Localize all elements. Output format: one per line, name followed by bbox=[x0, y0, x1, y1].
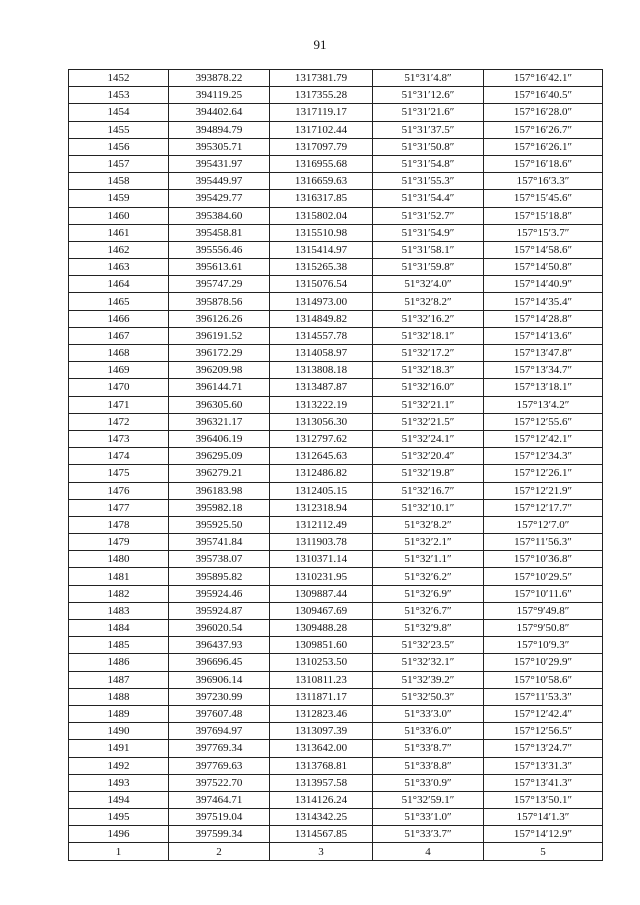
x-coordinate-cell: 397607.48 bbox=[169, 705, 270, 722]
table-row bbox=[69, 499, 603, 516]
table-row bbox=[69, 568, 603, 585]
x-coordinate-cell: 395878.56 bbox=[169, 293, 270, 310]
longitude-cell: 157°12′42.1″ bbox=[484, 430, 603, 447]
x-coordinate-cell: 397519.04 bbox=[169, 809, 270, 826]
point-number-cell: 1475 bbox=[69, 465, 169, 482]
column-number-cell: 5 bbox=[484, 843, 603, 860]
table-row bbox=[69, 585, 603, 602]
point-number-cell: 1474 bbox=[69, 448, 169, 465]
longitude-cell: 157°12′56.5″ bbox=[484, 723, 603, 740]
point-number-cell: 1493 bbox=[69, 774, 169, 791]
x-coordinate-cell: 396906.14 bbox=[169, 671, 270, 688]
latitude-cell: 51°32′20.4″ bbox=[373, 448, 484, 465]
latitude-cell: 51°31′58.1″ bbox=[373, 241, 484, 258]
x-coordinate-cell: 395429.77 bbox=[169, 190, 270, 207]
longitude-cell: 157°14′35.4″ bbox=[484, 293, 603, 310]
longitude-cell: 157°14′13.6″ bbox=[484, 327, 603, 344]
latitude-cell: 51°33′0.9″ bbox=[373, 774, 484, 791]
latitude-cell: 51°31′4.8″ bbox=[373, 70, 484, 87]
latitude-cell: 51°31′21.6″ bbox=[373, 104, 484, 121]
table-row bbox=[69, 826, 603, 843]
y-coordinate-cell: 1313642.00 bbox=[270, 740, 373, 757]
latitude-cell: 51°32′17.2″ bbox=[373, 345, 484, 362]
latitude-cell: 51°31′50.8″ bbox=[373, 138, 484, 155]
table-row bbox=[69, 87, 603, 104]
y-coordinate-cell: 1312645.63 bbox=[270, 448, 373, 465]
latitude-cell: 51°32′8.2″ bbox=[373, 516, 484, 533]
x-coordinate-cell: 395747.29 bbox=[169, 276, 270, 293]
table-row bbox=[69, 740, 603, 757]
point-number-cell: 1489 bbox=[69, 705, 169, 722]
x-coordinate-cell: 395449.97 bbox=[169, 173, 270, 190]
latitude-cell: 51°32′32.1″ bbox=[373, 654, 484, 671]
table-row bbox=[69, 637, 603, 654]
table-row bbox=[69, 551, 603, 568]
x-coordinate-cell: 397694.97 bbox=[169, 723, 270, 740]
y-coordinate-cell: 1312112.49 bbox=[270, 516, 373, 533]
table-row bbox=[69, 654, 603, 671]
longitude-cell: 157°13′50.1″ bbox=[484, 791, 603, 808]
x-coordinate-cell: 396279.21 bbox=[169, 465, 270, 482]
point-number-cell: 1484 bbox=[69, 620, 169, 637]
table-row bbox=[69, 293, 603, 310]
longitude-cell: 157°12′21.9″ bbox=[484, 482, 603, 499]
point-number-cell: 1486 bbox=[69, 654, 169, 671]
latitude-cell: 51°32′2.1″ bbox=[373, 534, 484, 551]
table-row bbox=[69, 516, 603, 533]
y-coordinate-cell: 1314126.24 bbox=[270, 791, 373, 808]
latitude-cell: 51°31′52.7″ bbox=[373, 207, 484, 224]
point-number-cell: 1465 bbox=[69, 293, 169, 310]
x-coordinate-cell: 396191.52 bbox=[169, 327, 270, 344]
point-number-cell: 1469 bbox=[69, 362, 169, 379]
table-row bbox=[69, 173, 603, 190]
x-coordinate-cell: 396305.60 bbox=[169, 396, 270, 413]
point-number-cell: 1456 bbox=[69, 138, 169, 155]
latitude-cell: 51°32′6.2″ bbox=[373, 568, 484, 585]
y-coordinate-cell: 1312486.82 bbox=[270, 465, 373, 482]
x-coordinate-cell: 397769.63 bbox=[169, 757, 270, 774]
y-coordinate-cell: 1310371.14 bbox=[270, 551, 373, 568]
y-coordinate-cell: 1316659.63 bbox=[270, 173, 373, 190]
longitude-cell: 157°10′29.5″ bbox=[484, 568, 603, 585]
x-coordinate-cell: 397599.34 bbox=[169, 826, 270, 843]
y-coordinate-cell: 1313808.18 bbox=[270, 362, 373, 379]
longitude-cell: 157°16′26.7″ bbox=[484, 121, 603, 138]
point-number-cell: 1480 bbox=[69, 551, 169, 568]
y-coordinate-cell: 1314849.82 bbox=[270, 310, 373, 327]
x-coordinate-cell: 397769.34 bbox=[169, 740, 270, 757]
point-number-cell: 1490 bbox=[69, 723, 169, 740]
x-coordinate-cell: 396406.19 bbox=[169, 430, 270, 447]
latitude-cell: 51°32′1.1″ bbox=[373, 551, 484, 568]
x-coordinate-cell: 395738.07 bbox=[169, 551, 270, 568]
table-row bbox=[69, 465, 603, 482]
x-coordinate-cell: 394894.79 bbox=[169, 121, 270, 138]
point-number-cell: 1466 bbox=[69, 310, 169, 327]
y-coordinate-cell: 1317355.28 bbox=[270, 87, 373, 104]
longitude-cell: 157°15′45.6″ bbox=[484, 190, 603, 207]
point-number-cell: 1483 bbox=[69, 602, 169, 619]
point-number-cell: 1459 bbox=[69, 190, 169, 207]
latitude-cell: 51°33′3.0″ bbox=[373, 705, 484, 722]
point-number-cell: 1455 bbox=[69, 121, 169, 138]
latitude-cell: 51°32′59.1″ bbox=[373, 791, 484, 808]
y-coordinate-cell: 1313097.39 bbox=[270, 723, 373, 740]
x-coordinate-cell: 395982.18 bbox=[169, 499, 270, 516]
table-row bbox=[69, 207, 603, 224]
coordinates-table-body bbox=[69, 70, 603, 861]
point-number-cell: 1461 bbox=[69, 224, 169, 241]
y-coordinate-cell: 1312318.94 bbox=[270, 499, 373, 516]
longitude-cell: 157°15′18.8″ bbox=[484, 207, 603, 224]
x-coordinate-cell: 395384.60 bbox=[169, 207, 270, 224]
point-number-cell: 1472 bbox=[69, 413, 169, 430]
table-row bbox=[69, 327, 603, 344]
longitude-cell: 157°10′11.6″ bbox=[484, 585, 603, 602]
column-number-cell: 3 bbox=[270, 843, 373, 860]
latitude-cell: 51°32′19.8″ bbox=[373, 465, 484, 482]
longitude-cell: 157°12′7.0″ bbox=[484, 516, 603, 533]
point-number-cell: 1491 bbox=[69, 740, 169, 757]
y-coordinate-cell: 1313222.19 bbox=[270, 396, 373, 413]
latitude-cell: 51°31′59.8″ bbox=[373, 259, 484, 276]
point-number-cell: 1473 bbox=[69, 430, 169, 447]
y-coordinate-cell: 1311903.78 bbox=[270, 534, 373, 551]
column-number-cell: 1 bbox=[69, 843, 169, 860]
table-row bbox=[69, 757, 603, 774]
page-number: 91 bbox=[313, 37, 327, 52]
y-coordinate-cell: 1315510.98 bbox=[270, 224, 373, 241]
x-coordinate-cell: 396295.09 bbox=[169, 448, 270, 465]
latitude-cell: 51°33′3.7″ bbox=[373, 826, 484, 843]
longitude-cell: 157°15′3.7″ bbox=[484, 224, 603, 241]
table-row bbox=[69, 482, 603, 499]
longitude-cell: 157°11′53.3″ bbox=[484, 688, 603, 705]
longitude-cell: 157°13′4.2″ bbox=[484, 396, 603, 413]
point-number-cell: 1460 bbox=[69, 207, 169, 224]
x-coordinate-cell: 397522.70 bbox=[169, 774, 270, 791]
y-coordinate-cell: 1317119.17 bbox=[270, 104, 373, 121]
point-number-cell: 1454 bbox=[69, 104, 169, 121]
longitude-cell: 157°14′12.9″ bbox=[484, 826, 603, 843]
table-row bbox=[69, 705, 603, 722]
x-coordinate-cell: 395924.46 bbox=[169, 585, 270, 602]
longitude-cell: 157°16′42.1″ bbox=[484, 70, 603, 87]
latitude-cell: 51°32′10.1″ bbox=[373, 499, 484, 516]
y-coordinate-cell: 1317097.79 bbox=[270, 138, 373, 155]
table-row bbox=[69, 310, 603, 327]
table-row bbox=[69, 448, 603, 465]
y-coordinate-cell: 1316317.85 bbox=[270, 190, 373, 207]
latitude-cell: 51°32′39.2″ bbox=[373, 671, 484, 688]
point-number-cell: 1457 bbox=[69, 155, 169, 172]
column-number-cell: 4 bbox=[373, 843, 484, 860]
longitude-cell: 157°13′34.7″ bbox=[484, 362, 603, 379]
y-coordinate-cell: 1314557.78 bbox=[270, 327, 373, 344]
point-number-cell: 1478 bbox=[69, 516, 169, 533]
x-coordinate-cell: 394119.25 bbox=[169, 87, 270, 104]
x-coordinate-cell: 396126.26 bbox=[169, 310, 270, 327]
table-row bbox=[69, 413, 603, 430]
longitude-cell: 157°14′1.3″ bbox=[484, 809, 603, 826]
point-number-cell: 1487 bbox=[69, 671, 169, 688]
y-coordinate-cell: 1310231.95 bbox=[270, 568, 373, 585]
table-row bbox=[69, 671, 603, 688]
latitude-cell: 51°32′21.5″ bbox=[373, 413, 484, 430]
latitude-cell: 51°33′8.8″ bbox=[373, 757, 484, 774]
table-row bbox=[69, 362, 603, 379]
longitude-cell: 157°12′34.3″ bbox=[484, 448, 603, 465]
table-row bbox=[69, 121, 603, 138]
y-coordinate-cell: 1315414.97 bbox=[270, 241, 373, 258]
latitude-cell: 51°33′8.7″ bbox=[373, 740, 484, 757]
coordinates-table bbox=[68, 69, 603, 861]
latitude-cell: 51°32′6.7″ bbox=[373, 602, 484, 619]
y-coordinate-cell: 1315265.38 bbox=[270, 259, 373, 276]
table-row bbox=[69, 534, 603, 551]
longitude-cell: 157°14′28.8″ bbox=[484, 310, 603, 327]
latitude-cell: 51°32′16.7″ bbox=[373, 482, 484, 499]
longitude-cell: 157°16′40.5″ bbox=[484, 87, 603, 104]
longitude-cell: 157°13′24.7″ bbox=[484, 740, 603, 757]
table-row bbox=[69, 430, 603, 447]
y-coordinate-cell: 1309887.44 bbox=[270, 585, 373, 602]
table-row bbox=[69, 809, 603, 826]
table-row bbox=[69, 155, 603, 172]
longitude-cell: 157°11′56.3″ bbox=[484, 534, 603, 551]
point-number-cell: 1453 bbox=[69, 87, 169, 104]
y-coordinate-cell: 1311871.17 bbox=[270, 688, 373, 705]
table-row bbox=[69, 602, 603, 619]
point-number-cell: 1462 bbox=[69, 241, 169, 258]
latitude-cell: 51°31′55.3″ bbox=[373, 173, 484, 190]
longitude-cell: 157°10′9.3″ bbox=[484, 637, 603, 654]
longitude-cell: 157°13′41.3″ bbox=[484, 774, 603, 791]
longitude-cell: 157°12′17.7″ bbox=[484, 499, 603, 516]
y-coordinate-cell: 1315802.04 bbox=[270, 207, 373, 224]
longitude-cell: 157°16′26.1″ bbox=[484, 138, 603, 155]
x-coordinate-cell: 397230.99 bbox=[169, 688, 270, 705]
point-number-cell: 1468 bbox=[69, 345, 169, 362]
x-coordinate-cell: 397464.71 bbox=[169, 791, 270, 808]
point-number-cell: 1494 bbox=[69, 791, 169, 808]
longitude-cell: 157°13′47.8″ bbox=[484, 345, 603, 362]
y-coordinate-cell: 1309467.69 bbox=[270, 602, 373, 619]
table-row bbox=[69, 104, 603, 121]
column-number-cell: 2 bbox=[169, 843, 270, 860]
latitude-cell: 51°32′16.2″ bbox=[373, 310, 484, 327]
point-number-cell: 1496 bbox=[69, 826, 169, 843]
y-coordinate-cell: 1317381.79 bbox=[270, 70, 373, 87]
y-coordinate-cell: 1312405.15 bbox=[270, 482, 373, 499]
x-coordinate-cell: 394402.64 bbox=[169, 104, 270, 121]
point-number-cell: 1467 bbox=[69, 327, 169, 344]
table-row bbox=[69, 345, 603, 362]
point-number-cell: 1492 bbox=[69, 757, 169, 774]
x-coordinate-cell: 395305.71 bbox=[169, 138, 270, 155]
x-coordinate-cell: 395458.81 bbox=[169, 224, 270, 241]
longitude-cell: 157°12′55.6″ bbox=[484, 413, 603, 430]
longitude-cell: 157°10′29.9″ bbox=[484, 654, 603, 671]
table-row bbox=[69, 276, 603, 293]
latitude-cell: 51°32′4.0″ bbox=[373, 276, 484, 293]
longitude-cell: 157°9′50.8″ bbox=[484, 620, 603, 637]
table-row bbox=[69, 791, 603, 808]
x-coordinate-cell: 396144.71 bbox=[169, 379, 270, 396]
point-number-cell: 1495 bbox=[69, 809, 169, 826]
point-number-cell: 1452 bbox=[69, 70, 169, 87]
table-row bbox=[69, 379, 603, 396]
x-coordinate-cell: 396696.45 bbox=[169, 654, 270, 671]
table-row bbox=[69, 224, 603, 241]
y-coordinate-cell: 1316955.68 bbox=[270, 155, 373, 172]
y-coordinate-cell: 1309851.60 bbox=[270, 637, 373, 654]
y-coordinate-cell: 1317102.44 bbox=[270, 121, 373, 138]
x-coordinate-cell: 395556.46 bbox=[169, 241, 270, 258]
x-coordinate-cell: 395741.84 bbox=[169, 534, 270, 551]
latitude-cell: 51°32′18.1″ bbox=[373, 327, 484, 344]
y-coordinate-cell: 1310253.50 bbox=[270, 654, 373, 671]
table-row bbox=[69, 396, 603, 413]
latitude-cell: 51°31′54.8″ bbox=[373, 155, 484, 172]
point-number-cell: 1488 bbox=[69, 688, 169, 705]
table-row bbox=[69, 620, 603, 637]
latitude-cell: 51°31′54.9″ bbox=[373, 224, 484, 241]
point-number-cell: 1458 bbox=[69, 173, 169, 190]
longitude-cell: 157°16′28.0″ bbox=[484, 104, 603, 121]
x-coordinate-cell: 396209.98 bbox=[169, 362, 270, 379]
table-row bbox=[69, 190, 603, 207]
latitude-cell: 51°32′9.8″ bbox=[373, 620, 484, 637]
y-coordinate-cell: 1315076.54 bbox=[270, 276, 373, 293]
point-number-cell: 1481 bbox=[69, 568, 169, 585]
x-coordinate-cell: 395925.50 bbox=[169, 516, 270, 533]
x-coordinate-cell: 395613.61 bbox=[169, 259, 270, 276]
column-number-row bbox=[69, 843, 603, 860]
point-number-cell: 1482 bbox=[69, 585, 169, 602]
longitude-cell: 157°14′50.8″ bbox=[484, 259, 603, 276]
longitude-cell: 157°16′18.6″ bbox=[484, 155, 603, 172]
y-coordinate-cell: 1313056.30 bbox=[270, 413, 373, 430]
table-row bbox=[69, 688, 603, 705]
latitude-cell: 51°32′24.1″ bbox=[373, 430, 484, 447]
longitude-cell: 157°10′58.6″ bbox=[484, 671, 603, 688]
latitude-cell: 51°32′23.5″ bbox=[373, 637, 484, 654]
longitude-cell: 157°12′42.4″ bbox=[484, 705, 603, 722]
y-coordinate-cell: 1309488.28 bbox=[270, 620, 373, 637]
longitude-cell: 157°14′58.6″ bbox=[484, 241, 603, 258]
y-coordinate-cell: 1314973.00 bbox=[270, 293, 373, 310]
x-coordinate-cell: 395431.97 bbox=[169, 155, 270, 172]
point-number-cell: 1464 bbox=[69, 276, 169, 293]
latitude-cell: 51°32′16.0″ bbox=[373, 379, 484, 396]
table-row bbox=[69, 774, 603, 791]
latitude-cell: 51°32′8.2″ bbox=[373, 293, 484, 310]
x-coordinate-cell: 395924.87 bbox=[169, 602, 270, 619]
x-coordinate-cell: 396321.17 bbox=[169, 413, 270, 430]
point-number-cell: 1463 bbox=[69, 259, 169, 276]
longitude-cell: 157°9′49.8″ bbox=[484, 602, 603, 619]
x-coordinate-cell: 396020.54 bbox=[169, 620, 270, 637]
latitude-cell: 51°31′54.4″ bbox=[373, 190, 484, 207]
x-coordinate-cell: 396172.29 bbox=[169, 345, 270, 362]
latitude-cell: 51°33′1.0″ bbox=[373, 809, 484, 826]
point-number-cell: 1485 bbox=[69, 637, 169, 654]
y-coordinate-cell: 1312797.62 bbox=[270, 430, 373, 447]
x-coordinate-cell: 396437.93 bbox=[169, 637, 270, 654]
point-number-cell: 1477 bbox=[69, 499, 169, 516]
latitude-cell: 51°31′37.5″ bbox=[373, 121, 484, 138]
table-row bbox=[69, 70, 603, 87]
point-number-cell: 1479 bbox=[69, 534, 169, 551]
table-row bbox=[69, 241, 603, 258]
table-row bbox=[69, 138, 603, 155]
point-number-cell: 1476 bbox=[69, 482, 169, 499]
longitude-cell: 157°10′36.8″ bbox=[484, 551, 603, 568]
x-coordinate-cell: 393878.22 bbox=[169, 70, 270, 87]
y-coordinate-cell: 1314342.25 bbox=[270, 809, 373, 826]
x-coordinate-cell: 396183.98 bbox=[169, 482, 270, 499]
y-coordinate-cell: 1313768.81 bbox=[270, 757, 373, 774]
latitude-cell: 51°31′12.6″ bbox=[373, 87, 484, 104]
longitude-cell: 157°13′18.1″ bbox=[484, 379, 603, 396]
longitude-cell: 157°16′3.3″ bbox=[484, 173, 603, 190]
y-coordinate-cell: 1313957.58 bbox=[270, 774, 373, 791]
latitude-cell: 51°32′18.3″ bbox=[373, 362, 484, 379]
y-coordinate-cell: 1314058.97 bbox=[270, 345, 373, 362]
latitude-cell: 51°32′6.9″ bbox=[373, 585, 484, 602]
table-row bbox=[69, 259, 603, 276]
longitude-cell: 157°13′31.3″ bbox=[484, 757, 603, 774]
y-coordinate-cell: 1310811.23 bbox=[270, 671, 373, 688]
x-coordinate-cell: 395895.82 bbox=[169, 568, 270, 585]
point-number-cell: 1470 bbox=[69, 379, 169, 396]
point-number-cell: 1471 bbox=[69, 396, 169, 413]
longitude-cell: 157°12′26.1″ bbox=[484, 465, 603, 482]
y-coordinate-cell: 1312823.46 bbox=[270, 705, 373, 722]
latitude-cell: 51°33′6.0″ bbox=[373, 723, 484, 740]
table-row bbox=[69, 723, 603, 740]
latitude-cell: 51°32′21.1″ bbox=[373, 396, 484, 413]
latitude-cell: 51°32′50.3″ bbox=[373, 688, 484, 705]
y-coordinate-cell: 1314567.85 bbox=[270, 826, 373, 843]
y-coordinate-cell: 1313487.87 bbox=[270, 379, 373, 396]
longitude-cell: 157°14′40.9″ bbox=[484, 276, 603, 293]
